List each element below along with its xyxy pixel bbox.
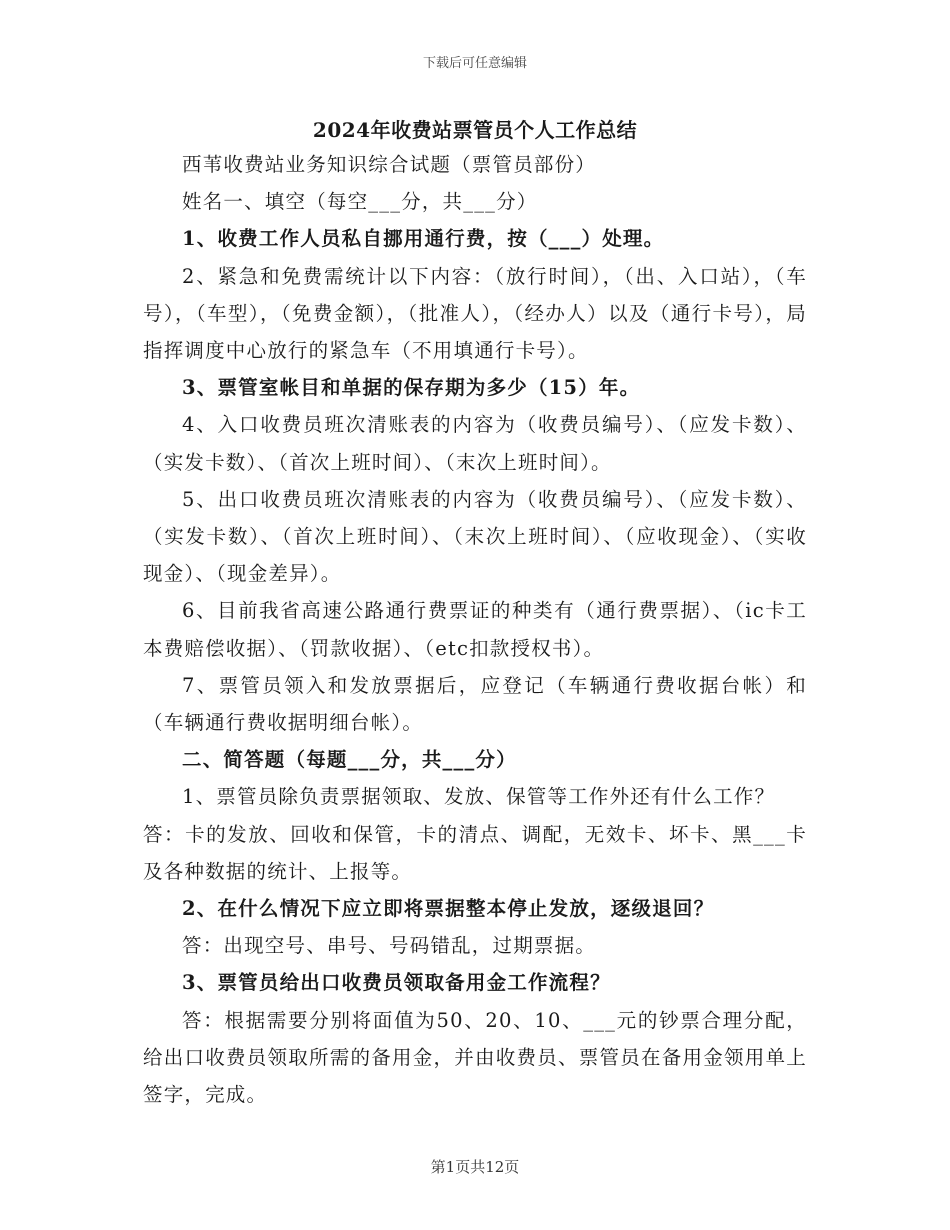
paragraph: 5、出口收费员班次清账表的内容为（收费员编号）、（应发卡数）、（实发卡数）、（首次上班时间）、（末次上班时间）、（应收现金）、（实收现金）、（现金差异）。 xyxy=(143,487,807,586)
paragraph: 1、票管员除负责票据领取、发放、保管等工作外还有什么工作？ xyxy=(182,785,776,809)
paragraph: 6、目前我省高速公路通行费票证的种类有（通行费票据）、（ic卡工本费赔偿收据）、（罚款收据）、（etc扣款授权书）。 xyxy=(143,599,807,660)
paragraph-question: 2、在什么情况下应立即将票据整本停止发放，逐级退回？ xyxy=(182,897,715,921)
paragraph-question: 3、票管室帐目和单据的保存期为多少（15）年。 xyxy=(182,376,641,400)
paragraph: 4、入口收费员班次清账表的内容为（收费员编号）、（应发卡数）、（实发卡数）、（首次上班时间）、（末次上班时间）。 xyxy=(143,413,807,474)
paragraph-answer: 答：出现空号、串号、号码错乱，过期票据。 xyxy=(182,934,597,958)
paragraph-answer: 答：卡的发放、回收和保管，卡的清点、调配，无效卡、坏卡、黑___卡及各种数据的统计、上报等。 xyxy=(143,822,807,883)
paragraph: 姓名一、填空（每空___分，共___分） xyxy=(182,190,538,214)
document-body xyxy=(143,146,807,1113)
document-title: 2024年收费站票管员个人工作总结 xyxy=(312,118,638,142)
page-footer: 第1页共12页 xyxy=(430,1158,520,1176)
paragraph: 2、紧急和免费需统计以下内容：（放行时间），（出、入口站），（车号），（车型），（免费金额），（批准人），（经办人）以及（通行卡号），局指挥调度中心放行的紧急车（不用填通行卡号）。 xyxy=(143,264,807,363)
paragraph: 7、票管员领入和发放票据后，应登记（车辆通行费收据台帐）和（车辆通行费收据明细台帐）。 xyxy=(143,673,807,735)
section-heading: 二、简答题（每题___分，共___分） xyxy=(182,748,517,772)
paragraph-question: 3、票管员给出口收费员领取备用金工作流程？ xyxy=(182,971,611,995)
paragraph-question: 1、收费工作人员私自挪用通行费，按（___）处理。 xyxy=(182,227,665,251)
page-header: 下载后可任意编辑 xyxy=(422,56,527,71)
paragraph: 西苇收费站业务知识综合试题（票管员部份） xyxy=(182,153,597,176)
paragraph-answer: 答：根据需要分别将面值为50、20、10、___元的钞票合理分配，给出口收费员领取所需的备用金，并由收费员、票管员在备用金领用单上签字，完成。 xyxy=(143,1008,807,1107)
